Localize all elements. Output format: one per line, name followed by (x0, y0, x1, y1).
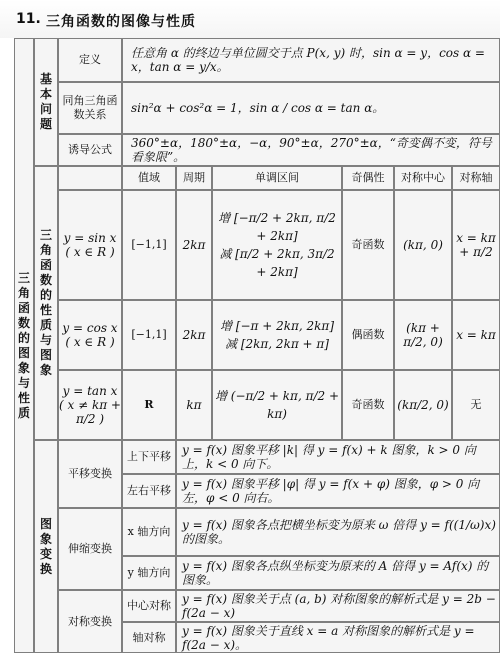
prop-range-tan (122, 370, 176, 440)
prop-func-cos (58, 300, 122, 370)
parity-value: 奇函数 (351, 398, 385, 411)
prop-axis-tan (452, 370, 500, 440)
prop-period-sin (176, 190, 212, 300)
section-title: 三角函数的图像与性质 (46, 14, 196, 30)
prop-func-sin (58, 190, 122, 300)
prop-parity-cos (342, 300, 394, 370)
transform-sub-yaxis (122, 556, 176, 590)
mono-inc: 增 [−π/2 + 2kπ, π/2 + 2kπ] (218, 211, 336, 243)
range-value: [−1,1] (131, 328, 167, 341)
prop-func-tan (58, 370, 122, 440)
transform-content-text: y = f(x) 图象各点把横坐标变为原来 ω 倍得 y = f((1/ω)x) 的图象。 (182, 518, 496, 546)
title-bar (0, 0, 500, 38)
mono-inc: 增 (−π/2 + kπ, π/2 + kπ) (214, 389, 340, 421)
basic-content-induction (122, 134, 500, 166)
basic-content-definition (122, 38, 500, 82)
prop-header-func (58, 166, 122, 190)
prop-center-cos (394, 300, 452, 370)
basic-label-text: 定义 (79, 53, 101, 66)
prop-center-sin (394, 190, 452, 300)
prop-mono-cos (212, 300, 342, 370)
center-value: (kπ + π/2, 0) (403, 321, 443, 349)
sidebar-props (34, 166, 58, 440)
transform-group-label: 伸缩变换 (68, 542, 112, 555)
transform-content-yaxis (176, 556, 500, 590)
sidebar-main (14, 38, 34, 653)
func-expr: y = sin x (63, 231, 117, 245)
func-domain: ( x ∈ R ) (65, 335, 115, 349)
transform-content-text: y = f(x) 图象平移 |φ| 得 y = f(x + φ) 图象，φ > 0 向左，φ < 0 向右。 (182, 477, 480, 505)
prop-range-sin (122, 190, 176, 300)
prop-header-center (394, 166, 452, 190)
range-value: R (144, 398, 154, 411)
basic-label-identity (58, 82, 122, 134)
sidebar-transform (34, 440, 58, 653)
transform-sub-label: 上下平移 (127, 450, 171, 463)
transform-content-leftright (176, 474, 500, 508)
basic-label-text: 诱导公式 (68, 143, 112, 156)
func-expr: y = tan x (62, 384, 118, 398)
prop-period-tan (176, 370, 212, 440)
prop-header-range (122, 166, 176, 190)
axis-value: x = kπ (456, 328, 496, 342)
prop-axis-sin (452, 190, 500, 300)
sidebar-basic-label: 基本问题 (39, 72, 52, 131)
prop-axis-cos (452, 300, 500, 370)
basic-content-text: 任意角 α 的终边与单位圆交于点 P(x, y) 时，sin α = y，cos α = x，tan α = y/x。 (131, 46, 485, 74)
transform-sub-label: y 轴方向 (127, 566, 171, 579)
transform-content-updown (176, 440, 500, 474)
parity-value: 奇函数 (351, 238, 385, 251)
prop-header-text: 值域 (138, 171, 160, 184)
transform-content-xaxis (176, 508, 500, 556)
transform-content-center (176, 590, 500, 622)
prop-header-mono (212, 166, 342, 190)
axis-value: 无 (470, 398, 482, 411)
transform-sub-updown (122, 440, 176, 474)
transform-group-scale (58, 508, 122, 590)
func-expr: y = cos x (62, 321, 118, 335)
transform-sub-label: 轴对称 (132, 630, 166, 644)
prop-period-cos (176, 300, 212, 370)
transform-sub-label: 左右平移 (127, 484, 171, 497)
prop-mono-tan (212, 370, 342, 440)
transform-content-text: y = f(x) 图象关于直线 x = a 对称图象的解析式是 y = f(2a − x)。 (182, 623, 475, 652)
sidebar-main-label: 三角函数的图象与性质 (17, 270, 30, 420)
transform-sub-label: x 轴方向 (127, 525, 171, 538)
prop-header-period (176, 166, 212, 190)
basic-label-induction (58, 134, 122, 166)
prop-header-text: 对称轴 (459, 171, 493, 184)
prop-header-text: 奇偶性 (351, 171, 385, 184)
section-number: 11. (16, 11, 41, 27)
prop-header-parity (342, 166, 394, 190)
mono-dec: 减 [2kπ, 2kπ + π] (225, 337, 329, 351)
period-value: kπ (186, 398, 202, 412)
sidebar-basic (34, 38, 58, 166)
transform-content-text: y = f(x) 图象各点纵坐标变为原来的 A 倍得 y = Af(x) 的图象。 (182, 559, 489, 587)
transform-sub-axis (122, 622, 176, 653)
prop-header-text: 对称中心 (401, 171, 445, 184)
transform-sub-center (122, 590, 176, 622)
prop-mono-sin (212, 190, 342, 300)
prop-parity-sin (342, 190, 394, 300)
prop-header-text: 周期 (183, 171, 205, 184)
basic-label-text: 同角三角函数关系 (62, 94, 118, 121)
mono-dec: 减 [π/2 + 2kπ, 3π/2 + 2kπ] (219, 247, 335, 279)
prop-header-axis (452, 166, 500, 190)
prop-parity-tan (342, 370, 394, 440)
center-value: (kπ/2, 0) (397, 398, 449, 412)
period-value: 2kπ (182, 238, 206, 252)
prop-header-text: 单调区间 (255, 171, 299, 184)
basic-content-text: sin²α + cos²α = 1，sin α / cos α = tan α。 (131, 101, 385, 115)
range-value: [−1,1] (131, 238, 167, 251)
transform-sub-label: 中心对称 (127, 599, 171, 612)
axis-value: x = kπ + π/2 (456, 231, 496, 259)
parity-value: 偶函数 (351, 328, 385, 341)
prop-range-cos (122, 300, 176, 370)
transform-group-label: 平移变换 (68, 467, 112, 480)
transform-group-label: 对称变换 (68, 614, 112, 628)
sidebar-props-label: 三角函数的性质与图象 (39, 228, 52, 377)
sidebar-transform-label: 图象变换 (39, 516, 52, 576)
transform-group-sym (58, 590, 122, 653)
transform-content-axis (176, 622, 500, 653)
center-value: (kπ, 0) (403, 238, 443, 252)
transform-content-text: y = f(x) 图象平移 |k| 得 y = f(x) + k 图象，k > 0 向上，k < 0 向下。 (182, 443, 476, 471)
basic-content-identity (122, 82, 500, 134)
prop-center-tan (394, 370, 452, 440)
period-value: 2kπ (182, 328, 206, 342)
transform-sub-xaxis (122, 508, 176, 556)
transform-sub-leftright (122, 474, 176, 508)
basic-content-text: 360°±α，180°±α，−α，90°±α，270°±α，“奇变偶不变，符号看象限”。 (131, 136, 492, 164)
func-domain: ( x ∈ R ) (65, 245, 115, 259)
func-domain: ( x ≠ kπ + π/2 ) (59, 398, 121, 426)
transform-content-text: y = f(x) 图象关于点 (a, b) 对称图象的解析式是 y = 2b − f(2a − x) (182, 592, 496, 620)
basic-label-definition (58, 38, 122, 82)
mono-inc: 增 [−π + 2kπ, 2kπ] (219, 319, 335, 333)
transform-group-shift (58, 440, 122, 508)
